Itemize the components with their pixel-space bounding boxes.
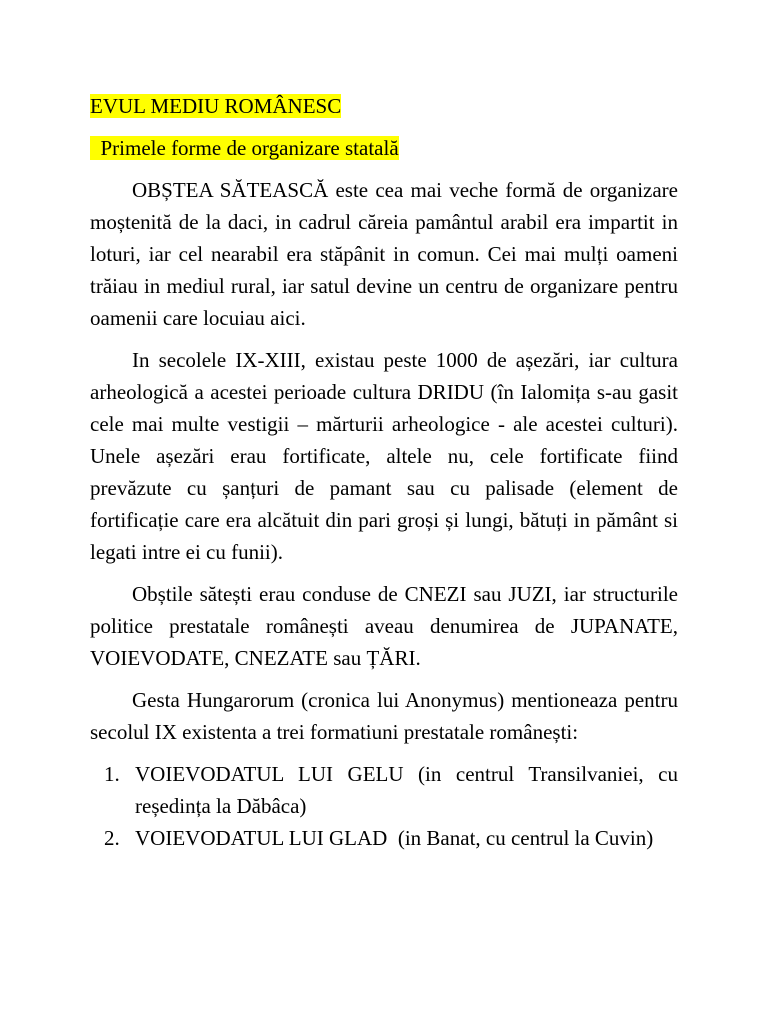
paragraph-secolele: In secolele IX-XIII, existau peste 1000 de așezări, iar cultura arheologică a acestei perioade cultura DRIDU (în Ialomița s-au gasit cele mai multe vestigii – mărturii arheologice - ale acestei culturi). Unele așezări erau fortificate, altele nu, cele fortificate fiind prevăzute cu șanțuri de pamant sau cu palisade (element de fortificație care era alcătuit din pari groși și lungi, bătuți in pământ si legati intre ei cu funii).: [90, 348, 678, 564]
list-item-text: VOIEVODATUL LUI GELU (in centrul Transilvaniei, cu reședința la Dăbâca): [135, 762, 678, 818]
title-highlight: EVUL MEDIU ROMÂNESC: [90, 94, 342, 118]
list-item-number: 1.: [104, 762, 120, 786]
paragraph-gesta: Gesta Hungarorum (cronica lui Anonymus) mentioneaza pentru secolul IX existenta a trei formatiuni prestatale românești:: [90, 688, 678, 744]
list-item: [90, 822, 678, 854]
document-subtitle: [90, 132, 678, 164]
formations-list: [90, 758, 678, 854]
paragraph-obstea: OBȘTEA SĂTEASCĂ este cea mai veche formă de organizare moștenită de la daci, in cadrul căreia pamântul arabil era impartit in loturi, iar cel nearabil era stăpânit in comun. Cei mai mulți oameni trăiau in mediul rural, iar satul devine un centru de organizare pentru oamenii care locuiau aici.: [90, 178, 678, 330]
document-page: [90, 90, 678, 854]
paragraph-obstile: Obștile sătești erau conduse de CNEZI sau JUZI, iar structurile politice prestatale românești aveau denumirea de JUPANATE, VOIEVODATE, CNEZATE sau ȚĂRI.: [90, 582, 678, 670]
subtitle-highlight: Primele forme de organizare statală: [90, 136, 399, 160]
list-item-number: 2.: [104, 826, 120, 850]
document-title: [90, 90, 678, 122]
list-item-text: VOIEVODATUL LUI GLAD (in Banat, cu centrul la Cuvin): [135, 826, 654, 850]
list-item: [90, 758, 678, 822]
